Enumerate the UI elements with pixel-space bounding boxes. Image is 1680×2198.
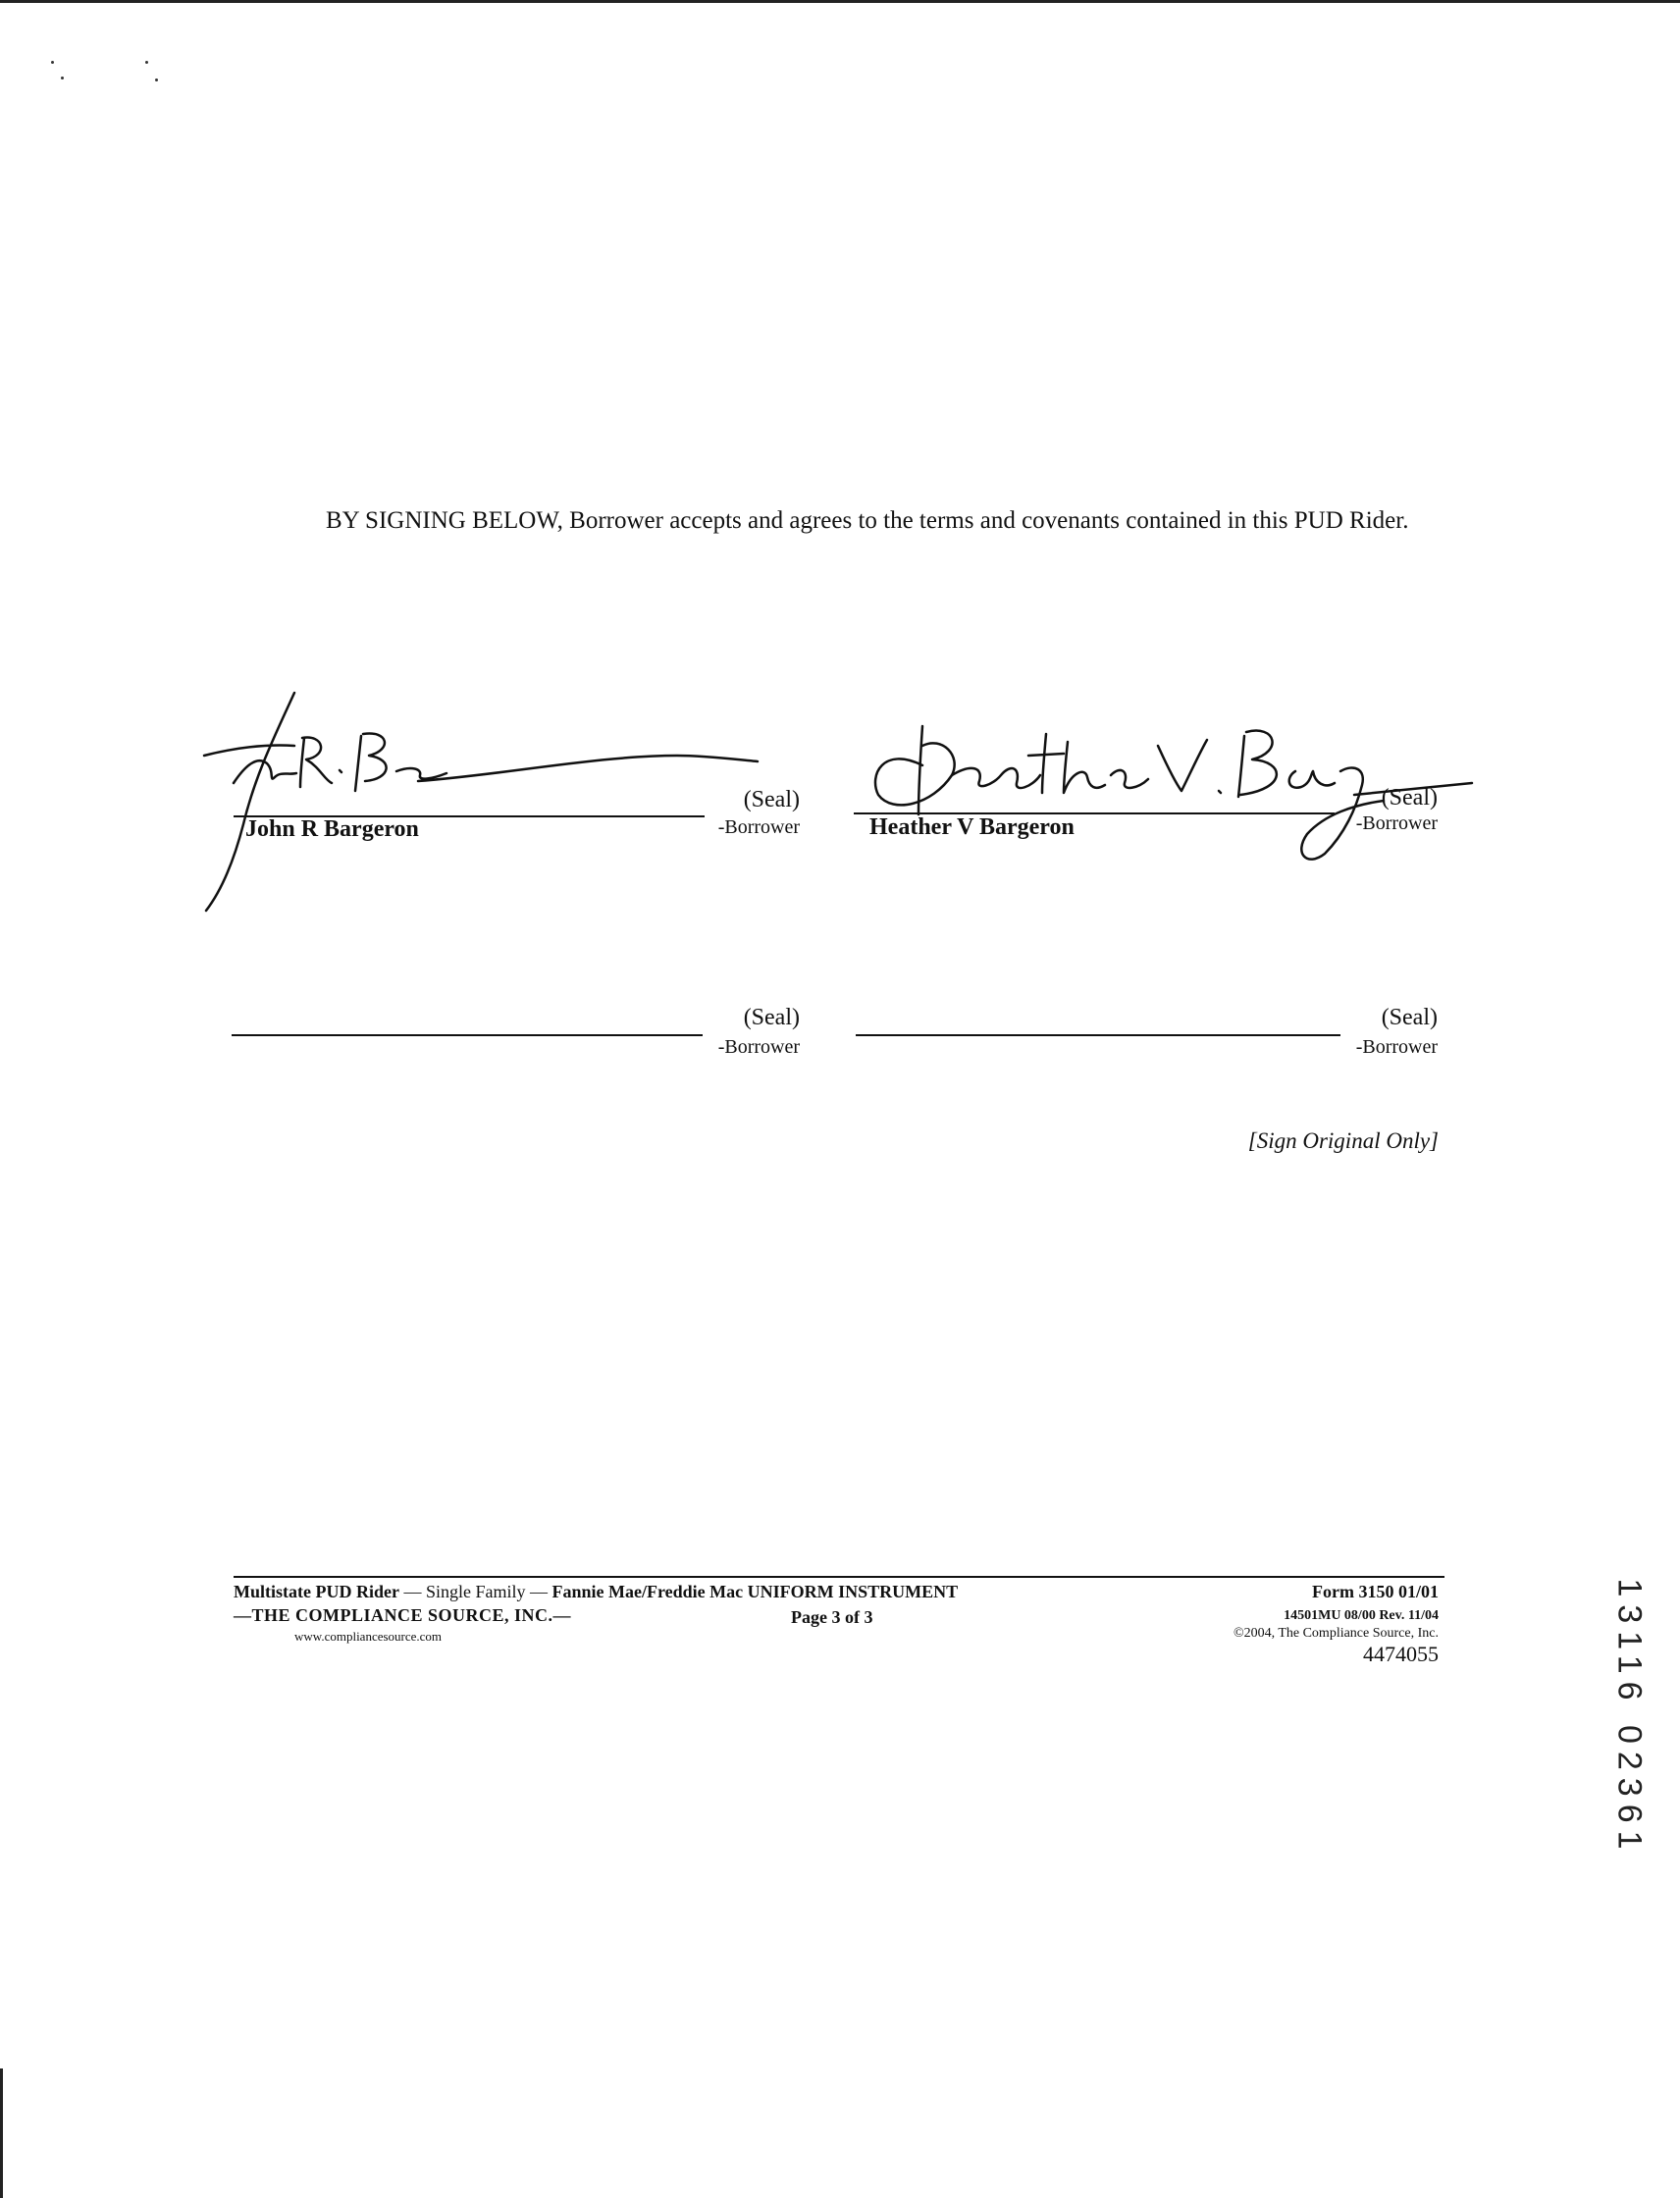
footer-title xyxy=(234,1582,958,1602)
recording-stamp xyxy=(1609,1577,1649,1858)
sign-original-note: [Sign Original Only] xyxy=(1247,1128,1439,1153)
signer-name-1: John R Bargeron xyxy=(245,816,419,842)
role-label-1: -Borrower xyxy=(717,816,800,838)
scan-edge-mark xyxy=(0,2068,3,2198)
footer-title-family: — Single Family — xyxy=(398,1582,552,1601)
footer-copyright: ©2004, The Compliance Source, Inc. xyxy=(1233,1626,1439,1641)
footer-title-instrument: Fannie Mae/Freddie Mac UNIFORM INSTRUMENT xyxy=(551,1582,959,1601)
footer-title-rider: Multistate PUD Rider xyxy=(234,1582,399,1601)
seal-label-1: (Seal) xyxy=(743,787,800,812)
signer-name-2: Heather V Bargeron xyxy=(869,814,1075,840)
scan-speck xyxy=(155,78,158,81)
seal-label-3: (Seal) xyxy=(743,1005,800,1030)
signature-line-4 xyxy=(856,1034,1340,1036)
intro-paragraph: BY SIGNING BELOW, Borrower accepts and agrees to the terms and covenants contained in this PUD Rider. xyxy=(326,507,1409,534)
scan-speck xyxy=(145,61,148,64)
page-top-border xyxy=(0,0,1680,3)
recording-stamp-number: 13116 02361 xyxy=(1610,1577,1649,1858)
role-label-4: -Borrower xyxy=(1355,1036,1438,1058)
role-label-3: -Borrower xyxy=(717,1036,800,1058)
footer-website: www.compliancesource.com xyxy=(294,1629,443,1644)
scan-speck xyxy=(51,61,54,64)
signature-line-3 xyxy=(232,1034,703,1036)
seal-label-2: (Seal) xyxy=(1381,785,1438,811)
footer-company: —THE COMPLIANCE SOURCE, INC.— xyxy=(234,1605,572,1625)
scan-speck xyxy=(61,77,64,79)
footer-form-number: Form 3150 01/01 xyxy=(1312,1582,1439,1601)
footer-page-number: Page 3 of 3 xyxy=(791,1607,873,1627)
footer-rule xyxy=(234,1576,1444,1578)
footer-doc-number: 4474055 xyxy=(1363,1642,1439,1666)
role-label-2: -Borrower xyxy=(1355,812,1438,834)
seal-label-4: (Seal) xyxy=(1381,1005,1438,1030)
footer-revision: 14501MU 08/00 Rev. 11/04 xyxy=(1284,1608,1439,1623)
